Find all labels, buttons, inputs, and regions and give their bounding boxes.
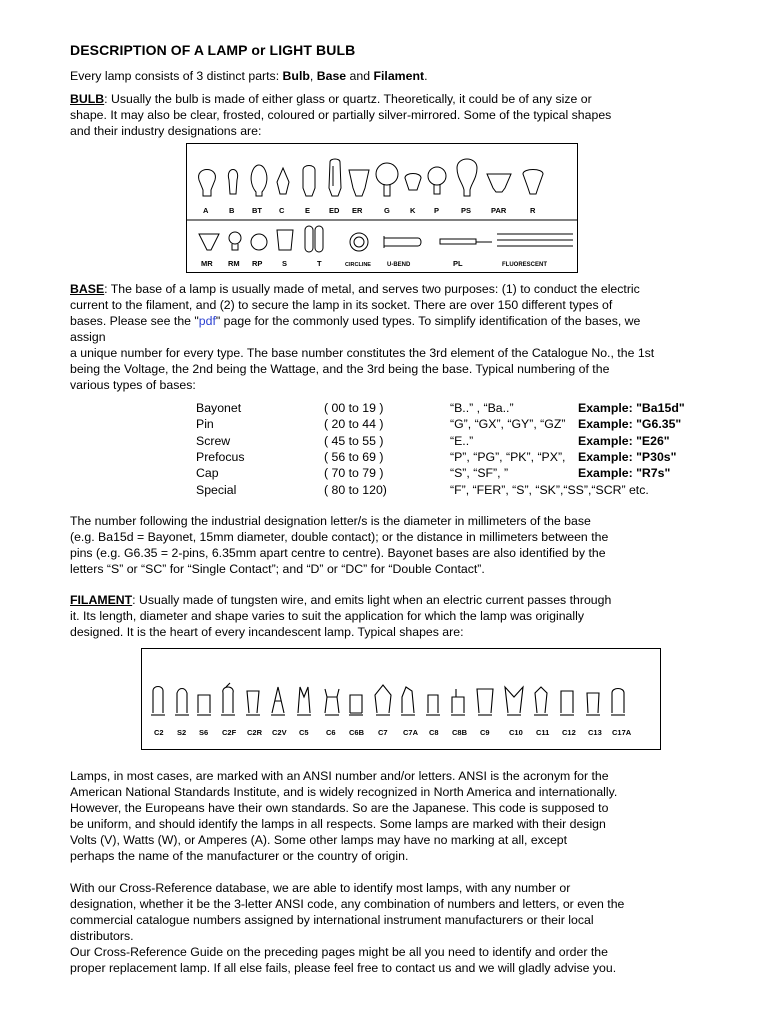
filament-shape-glyph <box>587 693 599 713</box>
bulb-paragraph-line-1 <box>70 91 592 107</box>
base-type-example: Example: "E26" <box>578 433 670 448</box>
filament-label: C2V <box>272 728 287 737</box>
bulb-shape-u-bend <box>384 236 421 248</box>
bulb-shape-ps <box>457 159 477 196</box>
base-type-name: Pin <box>196 417 214 432</box>
base-line-2: current to the filament, and (2) to secure the lamp in its socket. There are over 150 different types of <box>70 298 613 312</box>
filament-label: C9 <box>480 728 490 737</box>
filament-shape-glyph <box>272 687 284 713</box>
base-type-row <box>196 465 685 481</box>
bulb-label: R <box>530 206 536 215</box>
filament-shape-glyph <box>402 687 414 713</box>
base-line-7: various types of bases: <box>70 378 196 392</box>
base-type-range: ( 56 to 69 ) <box>324 450 384 465</box>
filament-shape-glyph <box>153 687 163 714</box>
filament-shape-glyph <box>198 695 210 713</box>
crossref-line-4: distributors. <box>70 929 134 943</box>
base-type-codes: “F”, “FER”, “S”, “SK”,“SS”,“SCR” etc. <box>450 482 649 497</box>
bulb-label: BT <box>252 206 262 215</box>
bulb-label: ER <box>352 206 363 215</box>
filament-label: C13 <box>588 728 602 737</box>
bulb-shapes-drawing <box>187 144 577 272</box>
base-type-example: Example: "R7s" <box>578 466 671 481</box>
ansi-line-2: American National Standards Institute, and is widely recognized in North America and internationally. <box>70 785 618 799</box>
filament-shape-glyph <box>298 687 310 713</box>
base-type-row <box>196 481 685 497</box>
base-type-name: Special <box>196 482 237 497</box>
base-type-codes: “P”, “PG”, “PK”, “PX”, <box>450 450 566 465</box>
filament-label: C7 <box>378 728 388 737</box>
filament-line-1: : Usually made of tungsten wire, and emits light when an electric current passes through <box>132 593 612 607</box>
bulb-shape-labels-row-2 <box>201 259 547 268</box>
base-paragraph-line-3 <box>70 313 640 329</box>
pdf-link[interactable]: pdf <box>198 314 216 328</box>
filament-shape-glyph <box>177 689 187 714</box>
filament-shape-glyph <box>505 687 523 713</box>
filament-line-3: designed. It is the heart of every incandescent lamp. Typical shapes are: <box>70 625 464 639</box>
bulb-label: P <box>434 206 440 215</box>
bulb-label: MR <box>201 259 213 268</box>
filament-shapes-figure <box>141 648 661 750</box>
base-type-codes: “B..” , “Ba..” <box>450 401 514 416</box>
base-after-line-1: The number following the industrial designation letter/s is the diameter in millimeters of the base <box>70 514 591 528</box>
filament-shape-labels <box>154 728 632 737</box>
filament-shape-glyph <box>428 695 438 713</box>
base-line-1: : The base of a lamp is usually made of metal, and serves two purposes: (1) to conduct the electric <box>104 282 640 296</box>
base-type-range: ( 20 to 44 ) <box>324 417 384 432</box>
filament-label: C2 <box>154 728 164 737</box>
ansi-line-5: Volts (V), Watts (W), or Amperes (A). Some other lamps may have no marking at all, except <box>70 833 568 847</box>
bulb-shape-k <box>405 174 421 191</box>
bulb-label: RM <box>228 259 240 268</box>
filament-label: C6B <box>349 728 365 737</box>
base-type-row <box>196 416 685 432</box>
base-type-range: ( 70 to 79 ) <box>324 466 384 481</box>
filament-shape-glyph <box>535 687 547 713</box>
intro-text: Every lamp consists of 3 distinct parts: <box>70 69 283 83</box>
bulb-label: A <box>203 206 209 215</box>
filament-label: C17A <box>612 728 632 737</box>
bulb-shape-p <box>428 167 446 194</box>
bulb-shape-mr <box>199 234 219 250</box>
bulb-label: PS <box>461 206 472 215</box>
bulb-label: G <box>384 206 390 215</box>
filament-shape-glyph <box>561 691 573 713</box>
base-paragraph-line-1 <box>70 281 640 297</box>
base-type-range: ( 45 to 55 ) <box>324 433 384 448</box>
base-type-range: ( 80 to 120) <box>324 482 387 497</box>
base-type-row <box>196 433 685 449</box>
filament-label: C5 <box>299 728 309 737</box>
intro-part-base: Base <box>316 69 347 83</box>
base-after-line-3: pins (e.g. G6.35 = 2-pins, 6.35mm apart centre to centre). Bayonet bases are also identified by the <box>70 546 606 560</box>
bulb-shape-ed <box>329 159 341 196</box>
base-type-range: ( 00 to 19 ) <box>324 401 384 416</box>
bulb-shape-e <box>303 166 315 197</box>
bulb-shape-labels-row-1 <box>203 206 536 215</box>
filament-label: C7A <box>403 728 419 737</box>
filament-shape-glyph <box>325 689 339 713</box>
bulb-shape-c <box>277 168 289 194</box>
base-after-line-2: (e.g. Ba15d = Bayonet, 15mm diameter, double contact); or the distance in millimeters between the <box>70 530 609 544</box>
crossref-line-6: proper replacement lamp. If all else fails, please feel free to contact us and we will gladly advise you. <box>70 961 617 975</box>
filament-label: C12 <box>562 728 576 737</box>
base-type-codes: “E..” <box>450 433 474 448</box>
bulb-shape-circline <box>350 233 368 251</box>
intro-end: . <box>424 69 428 83</box>
base-type-row <box>196 400 685 416</box>
base-type-name: Prefocus <box>196 450 245 465</box>
bulb-shape-rp <box>251 234 267 250</box>
filament-shape-glyph <box>612 689 624 714</box>
base-line-3b: " page for the commonly used types. To simplify identification of the bases, we <box>215 314 641 328</box>
base-types-table <box>196 400 685 498</box>
bulb-label: K <box>410 206 416 215</box>
bulb-shape-b <box>228 170 237 195</box>
bulb-line-3: and their industry designations are: <box>70 124 262 138</box>
crossref-line-1: With our Cross-Reference database, we are able to identify most lamps, with any number or <box>70 881 571 895</box>
intro-paragraph <box>70 68 427 84</box>
filament-heading: FILAMENT <box>70 593 133 607</box>
bulb-label: C <box>279 206 285 215</box>
base-heading: BASE <box>70 282 105 296</box>
page-title: DESCRIPTION OF A LAMP or LIGHT BULB <box>70 42 356 58</box>
base-line-3a: bases. Please see the " <box>70 314 199 328</box>
bulb-heading: BULB <box>70 92 105 106</box>
bulb-shape-s <box>277 230 293 250</box>
bulb-line-1: : Usually the bulb is made of either glass or quartz. Theoretically, it could be of any size or <box>104 92 592 106</box>
filament-label: S6 <box>199 728 209 737</box>
filament-shape-glyph <box>477 689 493 713</box>
filament-label: C8B <box>452 728 468 737</box>
filament-shape-glyph <box>452 689 464 713</box>
bulb-shape-par <box>487 174 511 192</box>
base-type-name: Cap <box>196 466 219 481</box>
bulb-label: ED <box>329 206 340 215</box>
crossref-line-3: commercial catalogue numbers assigned by international instrument manufacturers or their local <box>70 913 594 927</box>
filament-line-2: it. Its length, diameter and shape varies to suit the application for which the lamp was originally <box>70 609 585 623</box>
filament-shape-glyph <box>375 685 391 713</box>
bulb-shape-pl <box>440 239 492 244</box>
bulb-label: B <box>229 206 235 215</box>
bulb-shape-rm <box>229 232 241 250</box>
base-after-line-4: letters “S” or “SC” for “Single Contact”; and “D” or “DC” for “Double Contact”. <box>70 562 485 576</box>
bulb-label: PAR <box>491 206 507 215</box>
filament-shape-glyph <box>247 691 259 713</box>
intro-part-bulb: Bulb <box>282 69 310 83</box>
filament-shape-glyph <box>350 695 362 713</box>
base-type-name: Bayonet <box>196 401 242 416</box>
bulb-shape-a <box>199 170 216 197</box>
base-type-name: Screw <box>196 433 231 448</box>
filament-label: C8 <box>429 728 439 737</box>
intro-part-filament: Filament <box>373 69 425 83</box>
base-type-example: Example: "P30s" <box>578 450 677 465</box>
bulb-label: T <box>317 259 322 268</box>
ansi-line-1: Lamps, in most cases, are marked with an ANSI number and/or letters. ANSI is the acronym for the <box>70 769 609 783</box>
crossref-line-2: designation, whether it be the 3-letter ANSI code, any combination of numbers and letters, or even the <box>70 897 625 911</box>
base-type-codes: “S”, “SF”, ” <box>450 466 509 481</box>
bulb-label: FLUORESCENT <box>502 262 547 268</box>
filament-label: S2 <box>177 728 187 737</box>
intro-sep-1: , <box>309 69 317 83</box>
base-line-4: assign <box>70 330 106 344</box>
bulb-shape-t <box>305 226 323 252</box>
ansi-line-4: be uniform, and should identify the lamps in all respects. Some lamps are marked with their design <box>70 817 606 831</box>
ansi-line-6: perhaps the name of the manufacturer or the country of origin. <box>70 849 409 863</box>
filament-shape-glyph <box>223 683 233 713</box>
filament-label: C11 <box>536 728 550 737</box>
bulb-shape-er <box>349 170 369 196</box>
base-line-6: being the Voltage, the 2nd being the Wattage, and the 3rd being the base. Typical numbering of the <box>70 362 610 376</box>
bulb-label: CIRCLINE <box>345 262 371 268</box>
bulb-shape-bt <box>251 165 267 196</box>
bulb-shapes-figure <box>186 143 578 273</box>
base-type-example: Example: "Ba15d" <box>578 401 685 416</box>
bulb-label: RP <box>252 259 263 268</box>
base-line-5: a unique number for every type. The base number constitutes the 3rd element of the Catalogue No., the 1st <box>70 346 655 360</box>
ansi-line-3: However, the Europeans have their own standards. So are the Japanese. This code is supposed to <box>70 801 609 815</box>
bulb-shape-fluorescent <box>497 234 573 246</box>
bulb-label: PL <box>453 259 463 268</box>
crossref-line-5: Our Cross-Reference Guide on the preceding pages might be all you need to identify and order the <box>70 945 608 959</box>
bulb-line-2: shape. It may also be clear, frosted, coloured or partially silver-mirrored. Some of the typical shapes <box>70 108 612 122</box>
filament-label: C2F <box>222 728 237 737</box>
bulb-label: E <box>305 206 311 215</box>
intro-sep-2: and <box>346 69 374 83</box>
filament-label: C6 <box>326 728 336 737</box>
bulb-label: S <box>282 259 288 268</box>
filament-shapes-drawing <box>142 649 660 749</box>
bulb-shape-r <box>523 170 543 195</box>
base-type-codes: “G”, “GX”, “GY”, “GZ” <box>450 417 566 432</box>
filament-paragraph-line-1 <box>70 592 611 608</box>
bulb-shape-g <box>376 163 398 196</box>
base-type-example: Example: "G6.35" <box>578 417 682 432</box>
bulb-label: U-BEND <box>387 262 411 268</box>
base-type-row <box>196 449 685 465</box>
filament-label: C2R <box>247 728 263 737</box>
filament-label: C10 <box>509 728 523 737</box>
